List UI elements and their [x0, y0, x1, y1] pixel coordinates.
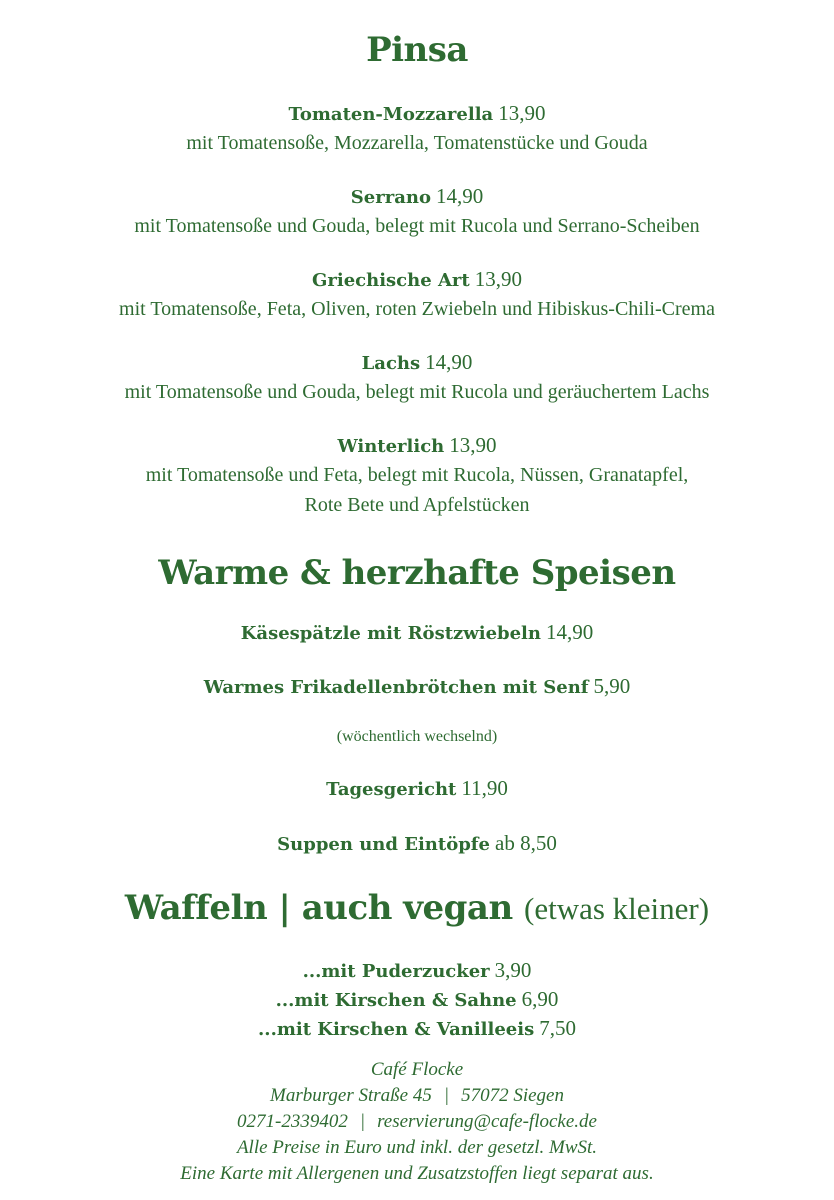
item-price: 3,90	[494, 958, 532, 982]
item-name: Tomaten-Mozzarella	[288, 104, 494, 125]
item-description: mit Tomatensoße und Gouda, belegt mit Rucola und Serrano-Scheiben	[134, 215, 700, 237]
item-price: 14,90	[545, 620, 594, 644]
cafe-name: Café Flocke	[370, 1059, 464, 1080]
address-line	[0, 1083, 834, 1109]
item-price: 13,90	[498, 101, 546, 125]
item-name: Warmes Frikadellenbrötchen mit Senf	[203, 677, 589, 698]
item-price: ab 8,50	[495, 831, 557, 855]
prices-note: Alle Preise in Euro und inkl. der gesetzl. MwSt.	[236, 1137, 598, 1158]
menu-item-tagesgericht	[0, 773, 834, 805]
item-name: Winterlich	[337, 436, 445, 457]
separator: |	[443, 1085, 450, 1106]
menu-item-kaesespaetzle	[0, 617, 834, 649]
menu-item-waffel-kirschen-vanilleeis	[0, 1013, 834, 1045]
weekly-note: (wöchentlich wechselnd)	[336, 728, 498, 745]
menu-item-frikadellenbroetchen	[0, 671, 834, 703]
contact-line	[0, 1109, 834, 1135]
item-description: mit Tomatensoße und Gouda, belegt mit Rucola und geräuchertem Lachs	[124, 381, 710, 403]
waffeln-title: Waffeln | auch vegan	[124, 888, 513, 928]
item-name: ...mit Puderzucker	[302, 961, 490, 982]
email-link[interactable]: reservierung@cafe-flocke.de	[377, 1111, 597, 1132]
phone[interactable]: 0271-2339402	[237, 1111, 348, 1132]
item-name: Tagesgericht	[326, 779, 457, 800]
city: 57072 Siegen	[461, 1085, 564, 1106]
item-name: Serrano	[350, 187, 431, 208]
item-price: 14,90	[425, 350, 473, 374]
item-price: 6,90	[521, 987, 559, 1011]
item-name: Lachs	[361, 353, 421, 374]
menu-item-winterlich	[0, 430, 834, 462]
item-name: ...mit Kirschen & Sahne	[275, 990, 517, 1011]
item-price: 7,50	[539, 1016, 576, 1040]
item-name: Griechische Art	[312, 270, 470, 291]
menu-item-waffel-puderzucker	[0, 955, 834, 987]
item-description: Rote Bete und Apfelstücken	[304, 494, 530, 516]
item-price: 13,90	[449, 433, 497, 457]
street: Marburger Straße 45	[270, 1085, 432, 1106]
separator: |	[359, 1111, 366, 1132]
item-description: mit Tomatensoße und Feta, belegt mit Rucola, Nüssen, Granatapfel,	[145, 464, 689, 486]
menu-item-griechische-art	[0, 264, 834, 296]
item-description: mit Tomatensoße, Feta, Oliven, roten Zwiebeln und Hibiskus-Chili-Crema	[119, 298, 715, 320]
item-price: 13,90	[474, 267, 522, 291]
menu-item-waffel-kirschen-sahne	[0, 984, 834, 1016]
item-price: 11,90	[461, 776, 508, 800]
footer	[0, 1057, 834, 1187]
section-title-pinsa: Pinsa	[366, 30, 468, 70]
item-description: mit Tomatensoße, Mozzarella, Tomatenstücke und Gouda	[186, 132, 648, 154]
item-name: Käsespätzle mit Röstzwiebeln	[240, 623, 541, 644]
allergen-note: Eine Karte mit Allergenen und Zusatzstoffen liegt separat aus.	[180, 1163, 654, 1184]
item-price: 14,90	[435, 184, 484, 208]
menu-item-tomaten-mozzarella	[0, 98, 834, 130]
menu-item-suppen	[0, 828, 834, 860]
waffeln-subtitle: (etwas kleiner)	[524, 891, 710, 926]
section-title-waffeln	[0, 888, 834, 928]
item-name: Suppen und Eintöpfe	[277, 834, 490, 855]
menu-item-serrano	[0, 181, 834, 213]
menu-item-lachs	[0, 347, 834, 379]
item-price: 5,90	[593, 674, 631, 698]
item-name: ...mit Kirschen & Vanilleeis	[258, 1019, 535, 1040]
section-title-warme-speisen: Warme & herzhafte Speisen	[158, 553, 676, 593]
